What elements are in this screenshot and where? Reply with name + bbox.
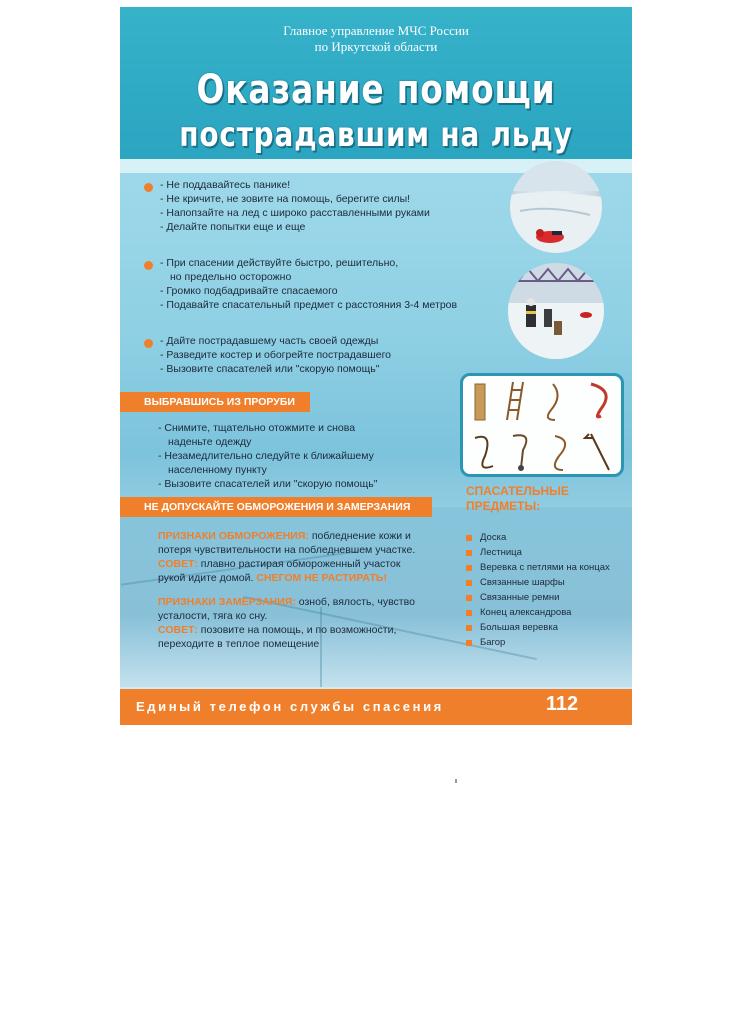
page-title-line-2: пострадавшим на льду	[179, 115, 573, 155]
advice-line: - Напопзайте на лед с широко расставленными руками	[160, 207, 430, 219]
freezing-signs: ПРИЗНАКИ ЗАМЕРЗАНИЯ: озноб, вялость, чувство	[158, 596, 415, 608]
frostbite-signs: ПРИЗНАКИ ОБМОРОЖЕНИЯ: побледнение кожи и	[158, 530, 411, 542]
rescue-on-ice-photo	[510, 161, 602, 253]
boathook-icon	[591, 434, 609, 470]
rescue-rope-end-icon	[513, 435, 526, 468]
bullet-icon	[144, 339, 153, 348]
frostbite-advice-cont: рукой идите домой. СНЕГОМ НЕ РАСТИРАТЬ!	[158, 572, 387, 584]
out-line: - Снимите, тщательно отожмите и снова	[158, 422, 356, 434]
tool-item: Связанные ремни	[480, 592, 560, 603]
out-line: - Незамедлительно следуйте к ближайшему	[158, 450, 374, 462]
bullet-icon	[144, 261, 153, 270]
square-bullet-icon	[466, 640, 472, 646]
section-title-out: ВЫБРАВШИСЬ ИЗ ПРОРУБИ	[120, 392, 310, 412]
org-line-1: Главное управление МЧС России	[283, 23, 469, 38]
belts-icon	[475, 437, 493, 468]
footer-phone-label: Единый телефон службы спасения	[136, 699, 444, 714]
scan-speck	[455, 779, 457, 783]
tool-item: Доска	[480, 532, 507, 543]
freezing-advice: СОВЕТ: позовите на помощь, и по возможности,	[158, 624, 397, 636]
frostbite-advice: СОВЕТ: плавно растирая обмороженный участок	[158, 558, 401, 570]
out-line: - Вызовите спасателей или "скорую помощь"	[158, 478, 378, 490]
ice-crack	[320, 607, 322, 687]
square-bullet-icon	[466, 550, 472, 556]
bullet-icon	[144, 183, 153, 192]
advice-line: - Дайте пострадавшему часть своей одежды	[160, 335, 379, 347]
tool-item: Конец александрова	[480, 607, 572, 618]
advice-line: - Подавайте спасательный предмет с расстояния 3-4 метров	[160, 299, 458, 311]
freezing-signs-cont: усталости, тяга ко сну.	[158, 610, 268, 622]
advice-line: - Делайте попытки еще и еще	[160, 221, 306, 233]
square-bullet-icon	[466, 595, 472, 601]
rope-loops-icon	[548, 384, 558, 420]
tool-item: Связанные шарфы	[480, 577, 565, 588]
advice-line: - Вызовите спасателей или "скорую помощь"	[160, 363, 380, 375]
ladder-icon	[507, 382, 523, 420]
square-bullet-icon	[466, 580, 472, 586]
tool-item: Веревка с петлями на концах	[480, 562, 610, 573]
organization-name	[120, 23, 632, 55]
advice-line: - Разведите костер и обогрейте пострадавшего	[160, 349, 392, 361]
tool-item: Лестница	[480, 547, 522, 558]
out-line: населенному пункту	[168, 464, 267, 476]
rescue-tools-illustration	[460, 373, 624, 477]
org-line-2: по Иркутской области	[314, 39, 438, 54]
poster	[120, 7, 632, 725]
frostbite-signs-cont: потеря чувствительности на побледневшем участке.	[158, 544, 416, 556]
out-line: наденьте одежду	[168, 436, 252, 448]
tool-item: Багор	[480, 637, 506, 648]
emergency-phone-number: 112	[545, 693, 579, 715]
advice-line: - При спасении действуйте быстро, решительно,	[160, 257, 399, 269]
advice-line: но предельно осторожно	[170, 271, 292, 283]
square-bullet-icon	[466, 610, 472, 616]
square-bullet-icon	[466, 625, 472, 631]
big-rope-icon	[555, 436, 565, 470]
freezing-advice-cont: переходите в теплое помещение	[158, 638, 320, 650]
board-icon	[475, 384, 485, 420]
advice-line: - Громко подбадривайте спасаемого	[160, 285, 338, 297]
page-title-line-1: Оказание помощи	[196, 67, 556, 113]
advice-line: - Не поддавайтесь панике!	[160, 179, 291, 191]
rescuers-photo	[508, 263, 604, 359]
advice-line: - Не кричите, не зовите на помощь, берегите силы!	[160, 193, 411, 205]
section-title-frost: НЕ ДОПУСКАЙТЕ ОБМОРОЖЕНИЯ И ЗАМЕРЗАНИЯ	[120, 497, 432, 517]
scarves-icon	[591, 384, 606, 417]
tool-item: Большая веревка	[480, 622, 558, 633]
square-bullet-icon	[466, 535, 472, 541]
snow-warning: СНЕГОМ НЕ РАСТИРАТЬ!	[256, 572, 387, 584]
square-bullet-icon	[466, 565, 472, 571]
tools-title: СПАСАТЕЛЬНЫЕ ПРЕДМЕТЫ:	[466, 484, 569, 513]
